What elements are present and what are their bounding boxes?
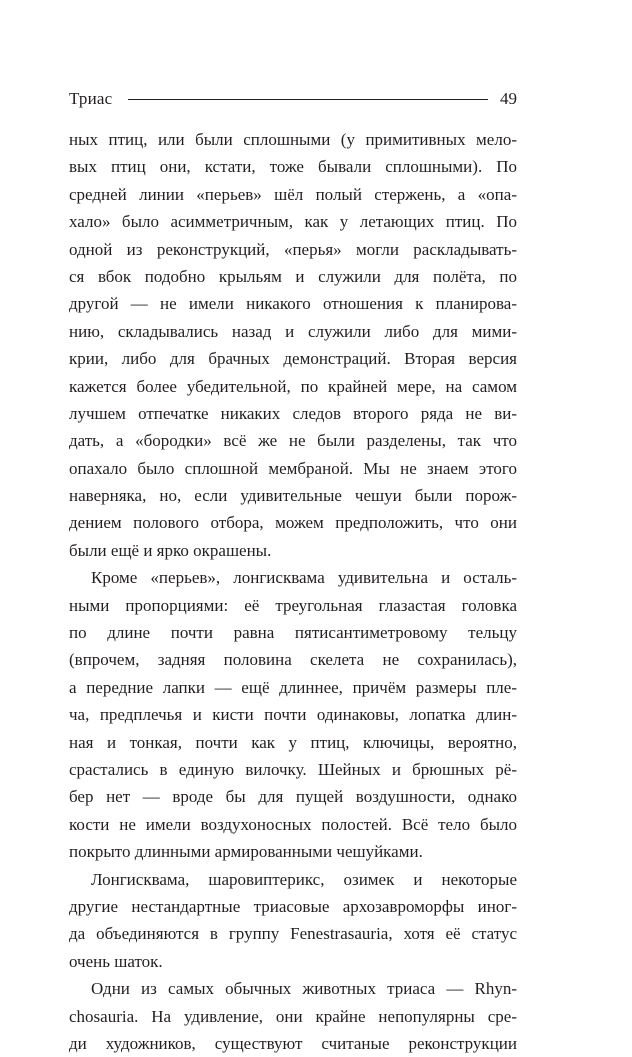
text-line: очень шаток.	[69, 951, 163, 971]
text-line: ча, предплечья и кисти почти одинаковы, лопатка длин-	[69, 705, 517, 725]
text-line: по длине почти равна пятисантиметровому тельцу	[69, 623, 517, 643]
text-line: наверняка, но, если удивительные чешуи были порож-	[69, 486, 517, 506]
text-line: (впрочем, задняя половина скелета не сохранилась),	[69, 650, 517, 670]
text-line: ди художников, существуют считаные реконструкции	[69, 1033, 517, 1053]
text-line: дением полового отбора, можем предположить, что они	[69, 513, 517, 533]
text-line: да объединяются в группу Fenestrasauria, хотя её статус	[69, 924, 517, 944]
text-line: ных птиц, или были сплошными (у примитивных мело-	[69, 130, 517, 149]
text-line: вых птиц они, кстати, тоже бывали сплошными). По	[69, 157, 517, 177]
text-line: крии, либо для брачных демонстраций. Вторая версия	[69, 349, 517, 369]
text-line: chosauria. На удивление, они крайне непопулярны сре-	[69, 1006, 517, 1026]
text-line: другой — не имели никакого отношения к планирова-	[69, 294, 517, 314]
section-title: Триас	[69, 89, 113, 108]
text-line: ными пропорциями: её треугольная глазастая головка	[69, 595, 517, 615]
text-line: Лонгисквама, шаровиптерикс, озимек и некоторые	[91, 869, 517, 889]
text-line: ся вбок подобно крыльям и служили для полёта, по	[69, 266, 517, 286]
text-line: другие нестандартные триасовые архозавроморфы иног-	[69, 896, 517, 916]
text-line: бер нет — вроде бы для пущей воздушности, однако	[69, 787, 517, 807]
text-line: Кроме «перьев», лонгисквама удивительна и осталь-	[91, 568, 517, 588]
text-line: кажется более убедительной, по крайней мере, на самом	[69, 376, 517, 396]
text-line: одной из реконструкций, «перья» могли раскладывать-	[69, 239, 517, 259]
text-line: ная и тонкая, почти как у птиц, ключицы, вероятно,	[69, 732, 517, 752]
text-line: а передние лапки — ещё длиннее, причём размеры пле-	[69, 677, 517, 697]
text-line: нию, складывались назад и служили либо для мими-	[69, 321, 517, 341]
text-line: Одни из самых обычных животных триаса — Rhyn-	[91, 979, 517, 999]
text-line: дать, а «бородки» всё же не были разделены, так что	[69, 431, 517, 451]
text-line: кости не имели воздухоносных полостей. Всё тело было	[69, 814, 517, 834]
page-number: 49	[500, 89, 517, 108]
header-rule	[128, 99, 488, 100]
text-line: хало» было асимметричным, как у летающих птиц. По	[69, 212, 517, 232]
running-head	[69, 86, 517, 112]
text-line: лучшем отпечатке никаких следов второго ряда не ви-	[69, 403, 517, 423]
text-line: срастались в единую вилочку. Шейных и брюшных рё-	[69, 759, 517, 779]
text-line: опахало было сплошной мембраной. Мы не знаем этого	[69, 458, 517, 478]
text-line: покрыто длинными армированными чешуйками.	[69, 842, 423, 862]
body-text	[69, 126, 517, 1057]
text-line: были ещё и ярко окрашены.	[69, 540, 272, 560]
text-line: средней линии «перьев» шёл полый стержень, а «опа-	[69, 184, 517, 204]
